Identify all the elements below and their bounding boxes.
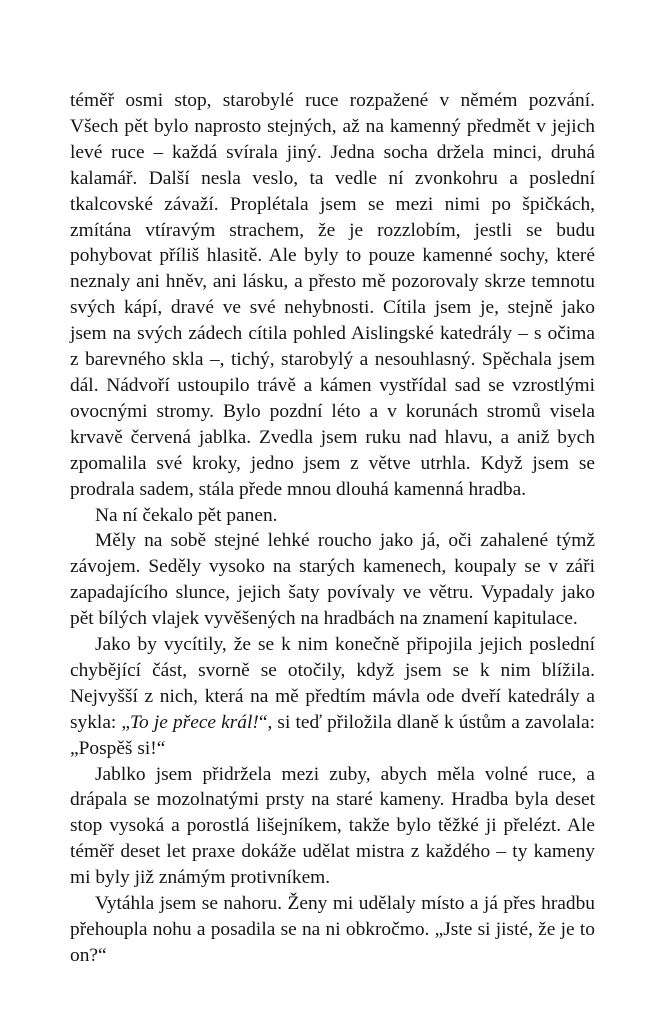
page-text-block xyxy=(70,88,595,969)
paragraph: Jablko jsem přidržela mezi zuby, abych měla volné ruce, a drápala se mozolnatými prsty na staré kameny. Hradba byla deset stop vysoká a porostlá lišejníkem, takže bylo těžké ji přelézt. Ale téměř deset let praxe dokáže udělat mistra z každého – ty kameny mi byly již známým protivníkem. xyxy=(70,763,595,889)
paragraph-continuation: téměř osmi stop, starobylé ruce rozpažené v němém pozvání. Všech pět bylo naprosto stejných, až na kamenný předmět v jejich levé ruce – každá svírala jiný. Jedna socha držela minci, druhá kalamář. Další nesla veslo, ta vedle ní zvonkohru a poslední tkalcovské závaží. Proplétala jsem se mezi nimi po špičkách, zmítána vtíravým strachem, že je rozzlobím, jestli se budu pohybovat příliš hlasitě. Ale byly to pouze kamenné sochy, které neznaly ani hněv, ani lásku, a přesto mě pozorovaly skrze temnotu svých kápí, dravé ve své nehybnosti. Cítila jsem je, stejně jako jsem na svých zádech cítila pohled Aislingské katedrály – s očima z barevného skla –, tichý, starobylý a nesouhlasný. Spěchala jsem dál. Nádvoří ustoupilo trávě a kámen vystřídal sad se vzrostlými ovocnými stromy. Bylo pozdní léto a v korunách stromů visela krvavě červená jablka. Zvedla jsem ruku nad hlavu, a aniž bych zpomalila své kroky, jedno jsem z větve utrhla. Když jsem se prodrala sadem, stála přede mnou dlouhá kamenná hradba. xyxy=(70,90,595,500)
quote-lead-in: Jako by vycítily, že se k nim konečně připojila jejich poslední chybějící část, svorně se otočily, když jsem se k nim blížila. Nejvyšší z nich, která na mě předtím mávla ode dveří katedrály a sykla: „ xyxy=(70,634,595,733)
paragraph: Na ní čekalo pět panen. xyxy=(95,504,278,526)
italic-quote: To je přece král! xyxy=(130,711,259,733)
paragraph: Měly na sobě stejné lehké roucho jako já, oči zahalené týmž závojem. Seděly vysoko na starých kamenech, koupaly se v záři zapadajícího slunce, jejich šaty povívaly ve větru. Vypadaly jako pět bílých vlajek vyvěšených na hradbách na znamení kapitulace. xyxy=(70,530,595,630)
quote-tail: “, si teď přiložila dlaně k ústům a zavolala: „Pospěš si!“ xyxy=(70,711,595,759)
paragraph: Vytáhla jsem se nahoru. Ženy mi udělaly místo a já přes hradbu přehoupla nohu a posadila se na ni obkročmo. „Jste si jisté, že je to on?“ xyxy=(70,893,595,966)
paragraph-with-quote xyxy=(70,632,595,762)
